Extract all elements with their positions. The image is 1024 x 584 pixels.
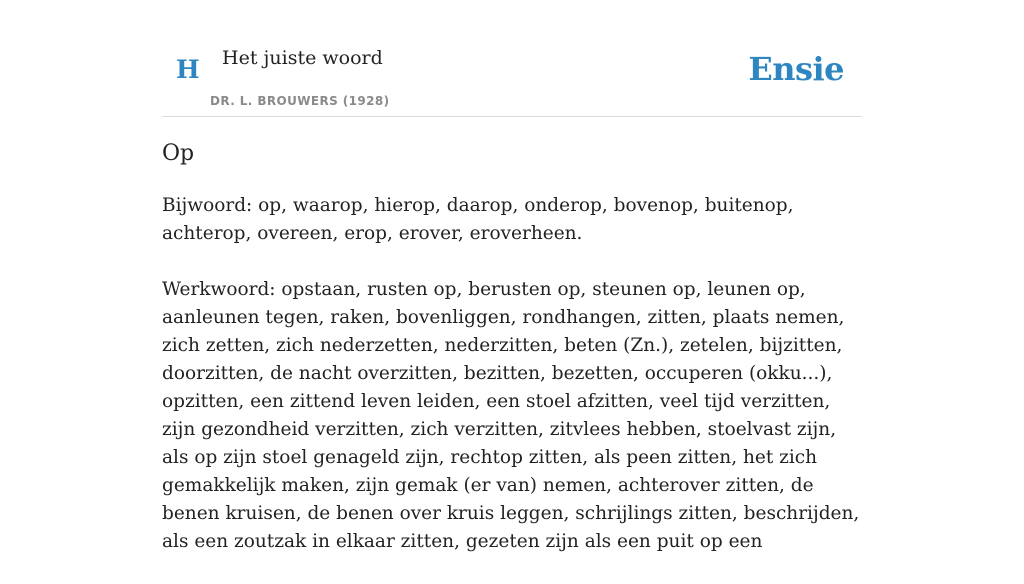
book-title[interactable]: Het juiste woord [222,47,383,69]
book-header [162,0,862,117]
entry-body [162,192,862,584]
page-container [162,0,862,552]
entry-title: Op [162,141,195,166]
entry-paragraph-adverb: Bijwoord: op, waarop, hierop, daarop, onderop, bovenop, buitenop, achterop, overeen, erop, erover, eroverheen. [162,195,794,244]
book-author: DR. L. BROUWERS (1928) [210,94,390,108]
brand-logo[interactable]: Ensie [748,50,844,88]
book-logo[interactable]: H [176,55,200,84]
entry-paragraph-verb: Werkwoord: opstaan, rusten op, berusten op, steunen op, leunen op, aanleunen tegen, raken, bovenliggen, rondhangen, zitten, plaats nemen, zich zetten, zich nederzetten, nederzitten, beten (Zn.), zetelen, bijzitten, doorzitten, de nacht overzitten, bezitten, bezetten, occuperen (okku...), opzitten, een zittend leven leiden, een stoel afzitten, veel tijd verzitten, zijn gezondheid verzitten, zich verzitten, zitvlees hebben, stoelvast zijn, als op zijn stoel genageld zijn, rechtop zitten, als peen zitten, het zich gemakkelijk maken, zijn gemak (er van) nemen, achterover zitten, de benen kruisen, de benen over kruis leggen, schrijlings zitten, beschrijden, als een zoutzak in elkaar zitten, gezeten zijn als een puit op een [162,279,860,552]
